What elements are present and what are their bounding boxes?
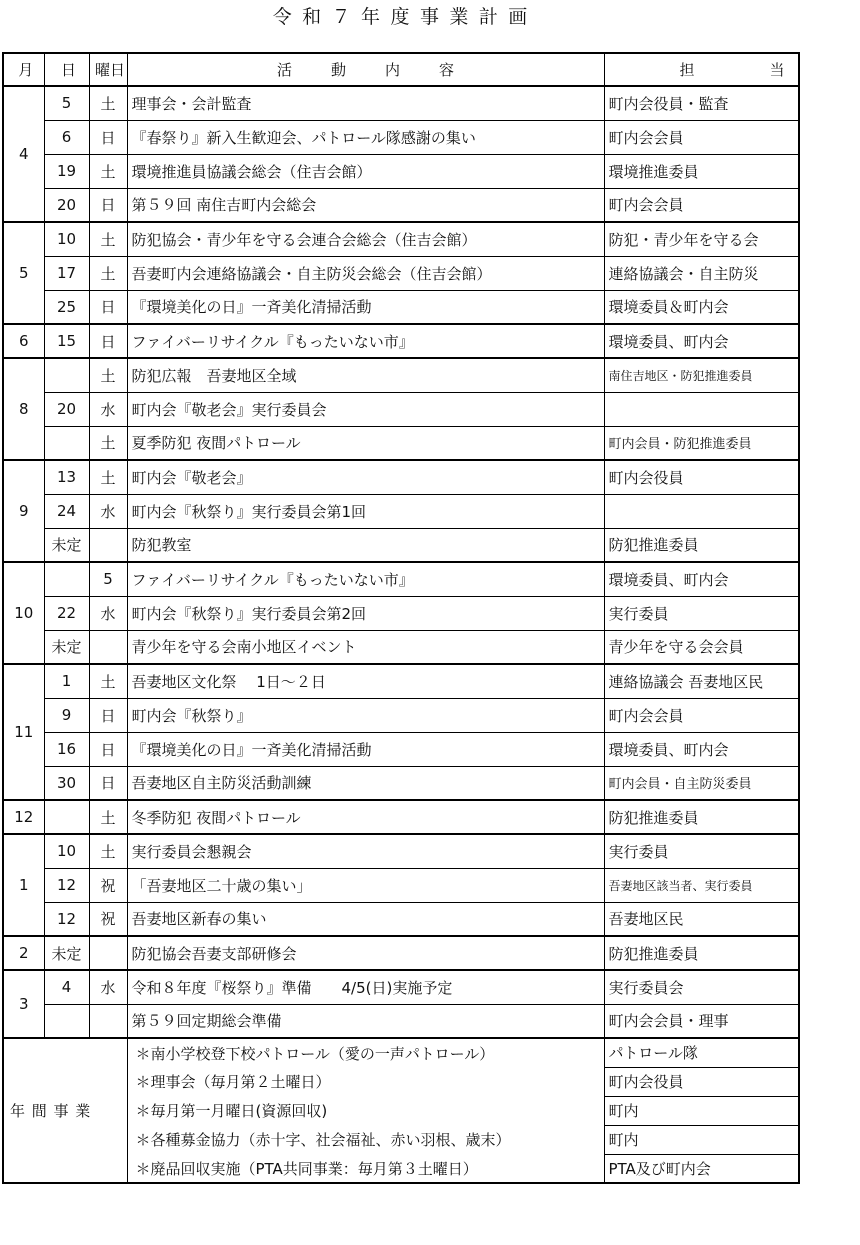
table-row — [3, 120, 799, 154]
responsible-cell: 町内会会員・理事 — [604, 1004, 799, 1038]
activity-cell: ファイバーリサイクル『もったいない市』 — [127, 324, 604, 358]
day-cell: 12 — [44, 868, 89, 902]
responsible-cell: 町内会役員・監査 — [604, 86, 799, 120]
schedule-table — [2, 52, 860, 1184]
responsible-cell: 防犯・青少年を守る会 — [604, 222, 799, 256]
table-row — [3, 664, 799, 698]
annual-label: 年間事業 — [3, 1038, 127, 1183]
responsible-cell: 環境委員、町内会 — [604, 562, 799, 596]
activity-cell: 町内会『秋祭り』 — [127, 698, 604, 732]
day-cell — [44, 800, 89, 834]
month-cell: 11 — [3, 664, 44, 800]
table-row — [3, 494, 799, 528]
month-cell: 1 — [3, 834, 44, 936]
weekday-cell — [89, 528, 127, 562]
day-cell: 6 — [44, 120, 89, 154]
day-cell — [44, 426, 89, 460]
day-cell: 30 — [44, 766, 89, 800]
table-row — [3, 358, 799, 392]
day-cell: 10 — [44, 834, 89, 868]
responsible-cell: 防犯推進委員 — [604, 528, 799, 562]
annual-responsible-cell: 町内 — [604, 1096, 799, 1125]
day-cell: 17 — [44, 256, 89, 290]
activity-cell: 防犯協会・青少年を守る会連合会総会（住吉会館） — [127, 222, 604, 256]
activity-cell: ファイバーリサイクル『もったいない市』 — [127, 562, 604, 596]
weekday-cell: 日 — [89, 766, 127, 800]
table-row — [3, 732, 799, 766]
responsible-cell: 町内会会員 — [604, 120, 799, 154]
weekday-cell: 日 — [89, 732, 127, 766]
annual-row — [3, 1038, 799, 1067]
weekday-cell: 日 — [89, 188, 127, 222]
weekday-cell: 5 — [89, 562, 127, 596]
weekday-cell: 土 — [89, 154, 127, 188]
table-row — [3, 460, 799, 494]
table-row — [3, 698, 799, 732]
responsible-cell: 環境委員＆町内会 — [604, 290, 799, 324]
header-day: 日 — [44, 53, 89, 86]
day-cell: 20 — [44, 392, 89, 426]
day-cell: 22 — [44, 596, 89, 630]
weekday-cell: 日 — [89, 324, 127, 358]
day-cell — [44, 562, 89, 596]
annual-activity-cell: ＊理事会（毎月第２土曜日） — [127, 1067, 604, 1096]
table-row — [3, 86, 799, 120]
day-cell: 15 — [44, 324, 89, 358]
annual-activity-cell: ＊南小学校登下校パトロール（愛の一声パトロール） — [127, 1038, 604, 1067]
responsible-cell: 防犯推進委員 — [604, 936, 799, 970]
annual-responsible-cell: パトロール隊 — [604, 1038, 799, 1067]
table-row — [3, 1004, 799, 1038]
table-row — [3, 766, 799, 800]
responsible-cell: 実行委員会 — [604, 970, 799, 1004]
weekday-cell: 土 — [89, 256, 127, 290]
table-row — [3, 630, 799, 664]
table-row — [3, 188, 799, 222]
day-cell: 20 — [44, 188, 89, 222]
table-row — [3, 596, 799, 630]
weekday-cell: 水 — [89, 494, 127, 528]
annual-activity-cell: ＊各種募金協力（赤十字、社会福祉、赤い羽根、歳末） — [127, 1125, 604, 1154]
activity-cell: 青少年を守る会南小地区イベント — [127, 630, 604, 664]
header-row — [3, 53, 799, 86]
month-cell: 2 — [3, 936, 44, 970]
weekday-cell: 土 — [89, 86, 127, 120]
header-month: 月 — [3, 53, 44, 86]
responsible-cell: 実行委員 — [604, 596, 799, 630]
weekday-cell: 土 — [89, 460, 127, 494]
weekday-cell: 土 — [89, 834, 127, 868]
table-row — [3, 528, 799, 562]
activity-cell: 町内会『秋祭り』実行委員会第2回 — [127, 596, 604, 630]
weekday-cell: 日 — [89, 120, 127, 154]
activity-cell: 吾妻町内会連絡協議会・自主防災会総会（住吉会館） — [127, 256, 604, 290]
day-cell: 未定 — [44, 630, 89, 664]
responsible-cell: 環境推進委員 — [604, 154, 799, 188]
table-row — [3, 902, 799, 936]
day-cell: 未定 — [44, 936, 89, 970]
table-row — [3, 800, 799, 834]
table-row — [3, 290, 799, 324]
activity-cell: 「吾妻地区二十歳の集い」 — [127, 868, 604, 902]
page-title: 令和７年度事業計画 — [272, 6, 538, 28]
weekday-cell: 土 — [89, 664, 127, 698]
activity-cell: 『環境美化の日』一斉美化清掃活動 — [127, 732, 604, 766]
day-cell: 19 — [44, 154, 89, 188]
day-cell: 5 — [44, 86, 89, 120]
weekday-cell: 土 — [89, 358, 127, 392]
responsible-cell: 町内会役員 — [604, 460, 799, 494]
annual-responsible-cell: 町内 — [604, 1125, 799, 1154]
weekday-cell: 水 — [89, 596, 127, 630]
activity-cell: 冬季防犯 夜間パトロール — [127, 800, 604, 834]
activity-cell: 理事会・会計監査 — [127, 86, 604, 120]
responsible-cell: 青少年を守る会会員 — [604, 630, 799, 664]
annual-responsible-cell: 町内会役員 — [604, 1067, 799, 1096]
table-row — [3, 426, 799, 460]
table-row — [3, 222, 799, 256]
responsible-cell — [604, 392, 799, 426]
day-cell: 9 — [44, 698, 89, 732]
activity-cell: 夏季防犯 夜間パトロール — [127, 426, 604, 460]
activity-cell: 町内会『秋祭り』実行委員会第1回 — [127, 494, 604, 528]
day-cell: 10 — [44, 222, 89, 256]
weekday-cell: 水 — [89, 970, 127, 1004]
responsible-cell: 環境委員、町内会 — [604, 732, 799, 766]
responsible-cell: 環境委員、町内会 — [604, 324, 799, 358]
responsible-cell: 連絡協議会 吾妻地区民 — [604, 664, 799, 698]
table-row — [3, 392, 799, 426]
table-row — [3, 868, 799, 902]
day-cell: 25 — [44, 290, 89, 324]
weekday-cell: 日 — [89, 290, 127, 324]
activity-cell: 防犯協会吾妻支部研修会 — [127, 936, 604, 970]
month-cell: 10 — [3, 562, 44, 664]
day-cell: 12 — [44, 902, 89, 936]
annual-activity-cell: ＊廃品回収実施（PTA共同事業：毎月第３土曜日） — [127, 1154, 604, 1183]
month-cell: 9 — [3, 460, 44, 562]
day-cell: 4 — [44, 970, 89, 1004]
weekday-cell: 水 — [89, 392, 127, 426]
responsible-cell: 防犯推進委員 — [604, 800, 799, 834]
activity-cell: 第５９回 南住吉町内会総会 — [127, 188, 604, 222]
schedule-body — [3, 86, 799, 1183]
activity-cell: 吾妻地区新春の集い — [127, 902, 604, 936]
activity-cell: 吾妻地区文化祭 1日～２日 — [127, 664, 604, 698]
responsible-cell: 町内会員・自主防災委員 — [604, 766, 799, 800]
table-row — [3, 970, 799, 1004]
activity-cell: 防犯広報 吾妻地区全域 — [127, 358, 604, 392]
activity-cell: 吾妻地区自主防災活動訓練 — [127, 766, 604, 800]
responsible-cell: 連絡協議会・自主防災 — [604, 256, 799, 290]
table-row — [3, 256, 799, 290]
month-cell: 4 — [3, 86, 44, 222]
responsible-cell: 吾妻地区民 — [604, 902, 799, 936]
weekday-cell: 土 — [89, 426, 127, 460]
weekday-cell: 土 — [89, 222, 127, 256]
annual-activity-cell: ＊毎月第一月曜日(資源回収) — [127, 1096, 604, 1125]
activity-cell: 町内会『敬老会』 — [127, 460, 604, 494]
weekday-cell: 土 — [89, 800, 127, 834]
table-row — [3, 936, 799, 970]
weekday-cell — [89, 936, 127, 970]
header-responsible: 担当 — [604, 53, 799, 86]
activity-cell: 第５９回定期総会準備 — [127, 1004, 604, 1038]
responsible-cell: 南住吉地区・防犯推進委員 — [604, 358, 799, 392]
day-cell: 16 — [44, 732, 89, 766]
table-row — [3, 562, 799, 596]
weekday-cell — [89, 630, 127, 664]
responsible-cell: 町内会員・防犯推進委員 — [604, 426, 799, 460]
table-row — [3, 834, 799, 868]
responsible-cell: 実行委員 — [604, 834, 799, 868]
table-row — [3, 324, 799, 358]
activity-cell: 令和８年度『桜祭り』準備 4/5(日)実施予定 — [127, 970, 604, 1004]
responsible-cell: 町内会会員 — [604, 698, 799, 732]
table-row — [3, 154, 799, 188]
activity-cell: 防犯教室 — [127, 528, 604, 562]
weekday-cell — [89, 1004, 127, 1038]
responsible-cell: 町内会会員 — [604, 188, 799, 222]
activity-cell: 環境推進員協議会総会（住吉会館） — [127, 154, 604, 188]
weekday-cell: 祝 — [89, 902, 127, 936]
day-cell: 13 — [44, 460, 89, 494]
month-cell: 8 — [3, 358, 44, 460]
month-cell: 6 — [3, 324, 44, 358]
header-activity: 活動内容 — [127, 53, 604, 86]
day-cell: 未定 — [44, 528, 89, 562]
day-cell — [44, 358, 89, 392]
weekday-cell: 祝 — [89, 868, 127, 902]
activity-cell: 『春祭り』新入生歓迎会、パトロール隊感謝の集い — [127, 120, 604, 154]
activity-cell: 実行委員会懇親会 — [127, 834, 604, 868]
day-cell — [44, 1004, 89, 1038]
weekday-cell: 日 — [89, 698, 127, 732]
activity-cell: 町内会『敬老会』実行委員会 — [127, 392, 604, 426]
day-cell: 1 — [44, 664, 89, 698]
month-cell: 3 — [3, 970, 44, 1038]
responsible-cell: 吾妻地区該当者、実行委員 — [604, 868, 799, 902]
annual-responsible-cell: PTA及び町内会 — [604, 1154, 799, 1183]
day-cell: 24 — [44, 494, 89, 528]
responsible-cell — [604, 494, 799, 528]
month-cell: 5 — [3, 222, 44, 324]
header-dow: 曜日 — [89, 53, 127, 86]
activity-cell: 『環境美化の日』一斉美化清掃活動 — [127, 290, 604, 324]
month-cell: 12 — [3, 800, 44, 834]
